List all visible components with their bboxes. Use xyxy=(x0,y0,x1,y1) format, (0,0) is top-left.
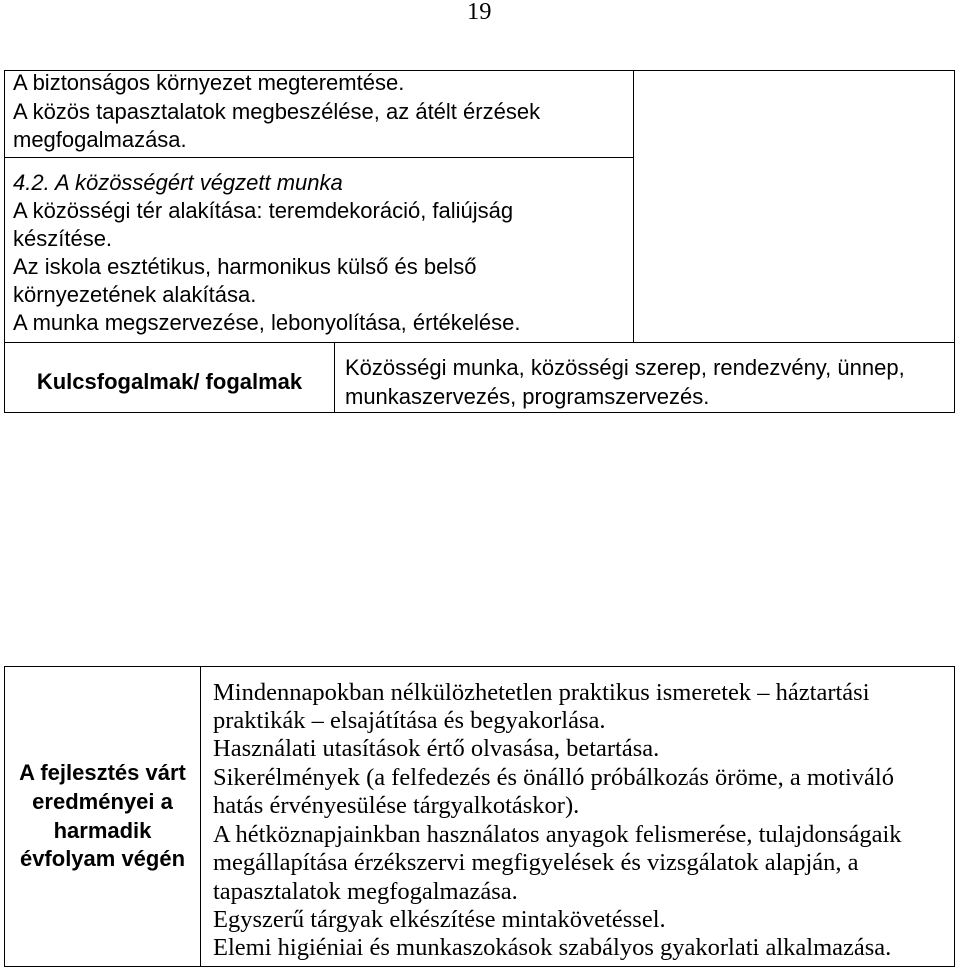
outcome-line: hatás érvényesülése tárgyalkotáskor). xyxy=(213,792,580,820)
topics-table xyxy=(4,70,955,413)
outcome-line: Elemi higiéniai és munkaszokások szabályos gyakorlati alkalmazása. xyxy=(213,934,892,962)
outcomes-content-cell xyxy=(200,666,955,967)
outcome-line: megállapítása érzékszervi megfigyelések és vizsgálatok alapján, a xyxy=(213,849,859,877)
text-line: környezetének alakítása. xyxy=(13,282,257,307)
key-concepts-line: munkaszervezés, programszervezés. xyxy=(345,384,710,409)
empty-side-cell xyxy=(633,70,955,343)
outcomes-label-cell xyxy=(4,666,201,967)
page-number: 19 xyxy=(467,0,492,25)
text-line: megfogalmazása. xyxy=(13,127,187,152)
outcome-line: tapasztalatok megfogalmazása. xyxy=(213,877,518,905)
text-line: A munka megszervezése, lebonyolítása, értékelése. xyxy=(13,310,521,335)
topic-heading: 4.2. A közösségért végzett munka xyxy=(13,170,343,195)
outcome-line: A hétköznapjainkban használatos anyagok felismerése, tulajdonságaik xyxy=(213,820,902,848)
outcomes-label-line: eredményei a xyxy=(32,788,173,814)
topic-cell-community-work xyxy=(4,157,634,343)
key-concepts-label-cell xyxy=(4,342,335,413)
outcomes-table xyxy=(4,666,955,967)
text-line: A közösségi tér alakítása: teremdekoráció, faliújság xyxy=(13,198,514,223)
outcomes-label-line: harmadik xyxy=(53,817,152,843)
key-concepts-label: Kulcsfogalmak/ fogalmak xyxy=(36,369,303,394)
outcomes-label-line: évfolyam végén xyxy=(19,846,186,872)
text-line: A közös tapasztalatok megbeszélése, az átélt érzések xyxy=(13,98,541,124)
topic-text-block xyxy=(13,69,633,155)
text-line: Az iskola esztétikus, harmonikus külső és belső xyxy=(13,254,477,279)
text-line: készítése. xyxy=(13,226,113,251)
topic-cell-safe-environment xyxy=(4,70,634,158)
outcome-line: praktikák – elsajátítása és begyakorlása. xyxy=(213,706,606,734)
outcomes-label-line: A fejlesztés várt xyxy=(19,760,186,786)
key-concepts-cell xyxy=(334,342,955,413)
key-concepts-line: Közösségi munka, közösségi szerep, rendezvény, ünnep, xyxy=(345,355,905,380)
outcome-line: Sikerélmények (a felfedezés és önálló próbálkozás öröme, a motiváló xyxy=(213,763,894,791)
text-line: A biztonságos környezet megteremtése. xyxy=(13,70,405,95)
outcome-line: Használati utasítások értő olvasása, betartása. xyxy=(213,735,660,763)
outcome-line: Mindennapokban nélkülözhetetlen praktikus ismeretek – háztartási xyxy=(213,678,870,706)
outcome-line: Egyszerű tárgyak elkészítése mintakövetéssel. xyxy=(213,906,666,933)
